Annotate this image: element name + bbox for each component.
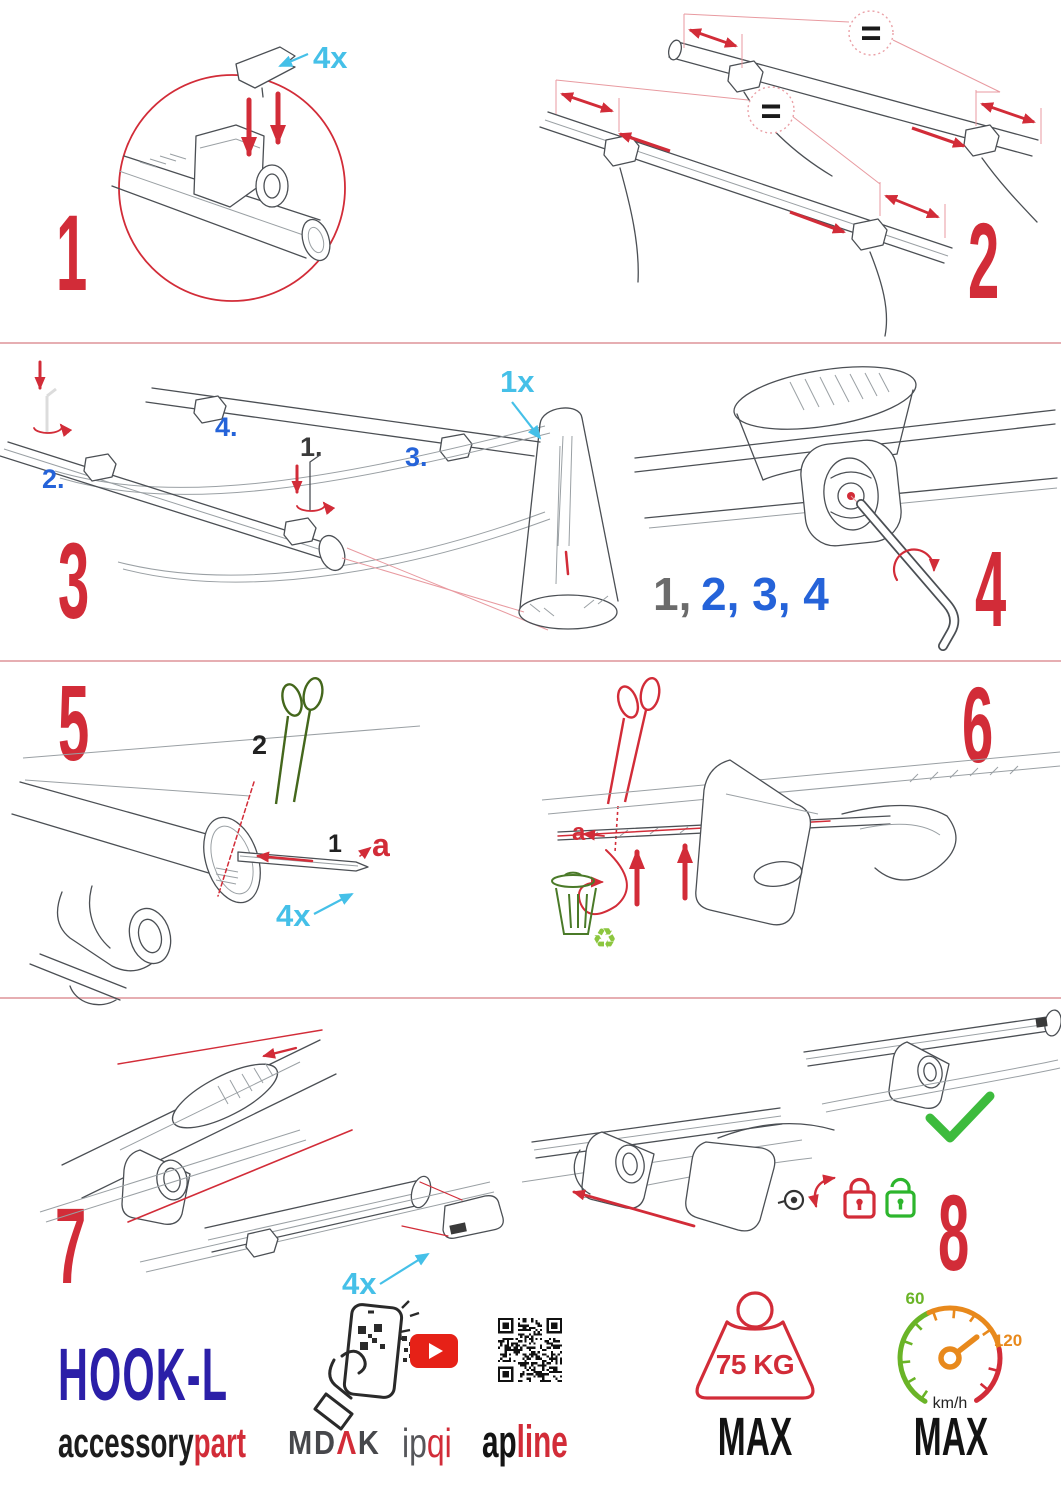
logo-ipqi (402, 1420, 452, 1467)
qty-leader-arrow (512, 402, 540, 438)
order-label-2: 2. (42, 464, 65, 494)
foot-clamp (194, 125, 264, 207)
cut-order-label: 2 (252, 730, 268, 760)
bar-hatching (140, 154, 186, 167)
step-5-number: 5 (58, 662, 90, 783)
step-6-number: 6 (962, 664, 994, 785)
qty-leader-arrow (314, 894, 352, 914)
max-weight-icon (670, 1286, 840, 1411)
qty-label: 4x (276, 898, 311, 933)
assembled-view (804, 1009, 1061, 1112)
trash-bin-icon (552, 873, 596, 934)
qr-code (498, 1318, 562, 1382)
foot-clamp (30, 886, 177, 1005)
ipqi-red: qi (426, 1420, 452, 1466)
step2-illustration-spacing (530, 0, 1061, 340)
brand-red: part (193, 1419, 247, 1466)
slide-arrows (620, 128, 964, 232)
lock-cover (686, 1142, 775, 1231)
max-speed-label: MAX (913, 1407, 988, 1467)
order-label-3: 3. (405, 442, 428, 472)
brand-black: accessory (58, 1419, 194, 1466)
a-label: a (372, 827, 390, 863)
scissors-icon (276, 676, 325, 804)
max-weight-label: MAX (717, 1407, 793, 1467)
step1-illustration-clamp-detail (20, 8, 420, 338)
sequence-gray: 1, (653, 568, 692, 620)
unlocked-padlock-icon (887, 1179, 914, 1216)
mdak-lambda: Λ (336, 1424, 358, 1461)
speed-high: 120 (993, 1331, 1023, 1350)
recycle-icon: ♻ (592, 923, 618, 954)
mdak-post: K (357, 1424, 381, 1461)
step-7-number: 7 (55, 1185, 87, 1306)
step-4-number: 4 (975, 528, 1007, 649)
locking-bracket (236, 47, 295, 88)
turn-key-arrow (815, 1178, 834, 1206)
step6-illustration-trim-strip (530, 664, 1061, 1000)
equal-sign: = (860, 12, 882, 53)
locked-padlock-icon (845, 1180, 874, 1218)
step-3-number: 3 (58, 520, 90, 641)
step3-illustration-assembly-order (0, 346, 630, 658)
qty-label: 4x (313, 40, 348, 75)
a-label: a (572, 819, 586, 846)
logo-apline (482, 1416, 568, 1468)
section-divider (0, 342, 1061, 344)
ipqi-gray: ip (402, 1420, 427, 1466)
hook-arm (842, 805, 956, 880)
foot-clamp (696, 760, 811, 925)
speed-unit: km/h (932, 1395, 968, 1412)
order-label-4: 4. (215, 412, 238, 442)
qty-label: 4x (342, 1266, 377, 1301)
foot (246, 1229, 278, 1257)
foot (964, 125, 999, 156)
equal-distance-arrows (562, 30, 1034, 217)
scan-qr-phone-icon (312, 1298, 417, 1413)
strip-label: 1 (328, 830, 342, 858)
equal-sign: = (760, 90, 782, 131)
product-name: HOOK-L (58, 1333, 229, 1416)
step8-illustration-lock (522, 1000, 1061, 1312)
max-speed-icon (878, 1288, 1023, 1418)
step7-illustration-endcaps (0, 1000, 520, 1312)
roof-hatching (910, 766, 1018, 782)
qty-leader-arrow (380, 1254, 428, 1284)
order-label-1: 1. (300, 432, 323, 462)
brand-logo (58, 1419, 247, 1466)
apline-red: line (516, 1416, 568, 1467)
logo-mdak (288, 1424, 381, 1462)
foot (728, 61, 763, 92)
locking-view (522, 1108, 834, 1231)
section-divider (0, 660, 1061, 662)
youtube-icon (410, 1334, 458, 1368)
foot (852, 219, 887, 250)
qty-label: 1x (500, 364, 535, 399)
max-weight-value: 75 KG (715, 1349, 795, 1380)
scissors-icon (608, 677, 662, 852)
speed-low: 60 (905, 1289, 925, 1308)
step5-illustration-insert-strip (0, 664, 540, 1000)
step-8-number: 8 (938, 1172, 970, 1293)
sequence-blue: 2, 3, 4 (701, 568, 829, 620)
step-2-number: 2 (968, 200, 1000, 321)
allen-key (861, 504, 954, 646)
mdak-pre: MD (288, 1424, 337, 1461)
step-1-number: 1 (56, 192, 88, 313)
step4-illustration-tighten (625, 346, 1061, 660)
apline-black: ap (482, 1416, 517, 1467)
